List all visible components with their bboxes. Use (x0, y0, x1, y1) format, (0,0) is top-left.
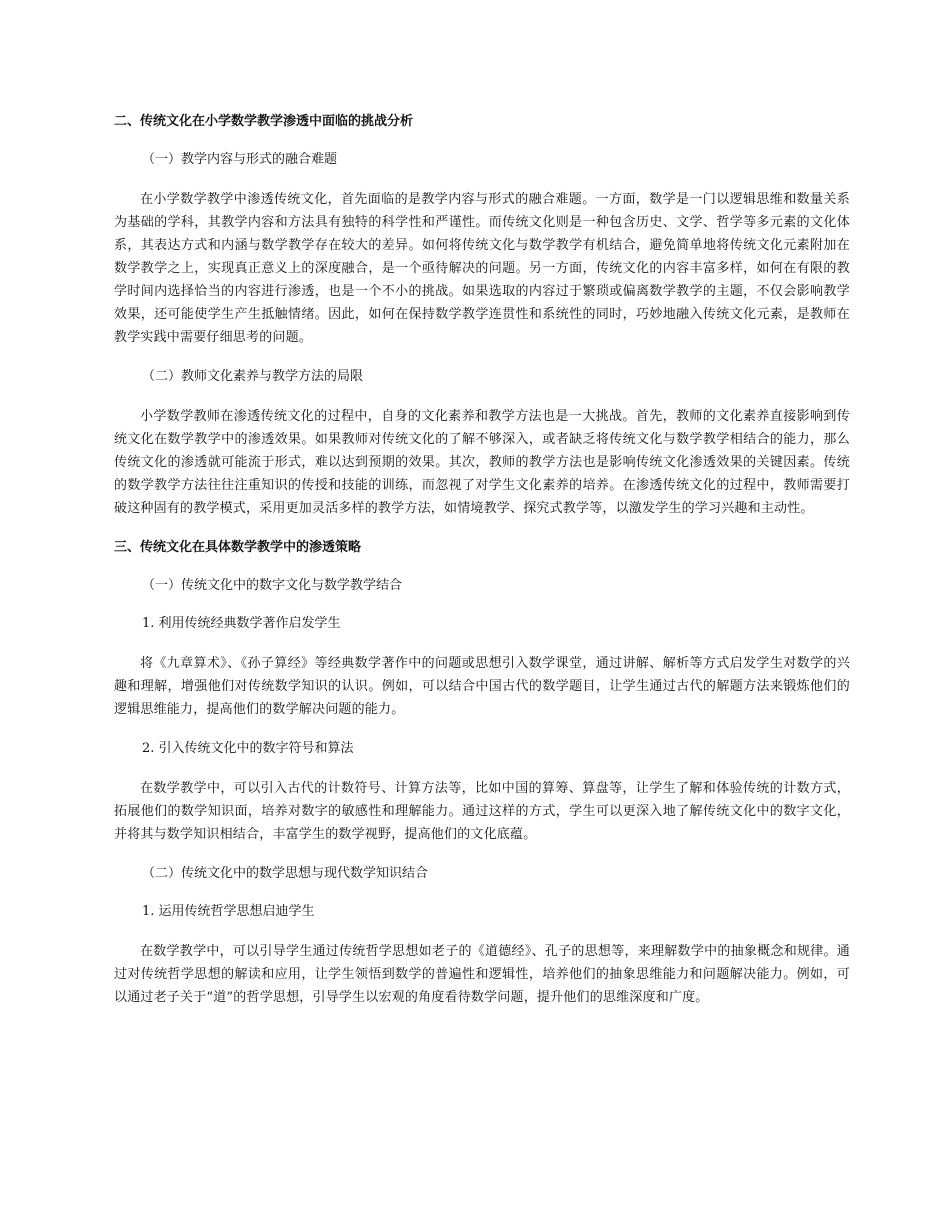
subsection-heading-3-1: （一）传统文化中的数字文化与数学教学结合 (142, 578, 403, 593)
document-page (114, 112, 850, 1027)
paragraph-3-1-2: 在数学教学中，可以引入古代的计数符号、计算方法等，比如中国的算筹、算盘等，让学生了解和体验传统的计数方式，拓展他们的数学知识面，培养对数字的敏感性和理解能力。通过这样的方式，学生可以更深入地了解传统文化中的数字文化，并将其与数学知识相结合，丰富学生的数学视野，提高他们的文化底蕴。 (114, 781, 850, 842)
section-heading-2: 二、传统文化在小学数学教学渗透中面临的挑战分析 (114, 114, 414, 129)
paragraph-2-1: 在小学数学教学中渗透传统文化，首先面临的是教学内容与形式的融合难题。一方面，数学是一门以逻辑思维和数量关系为基础的学科，其教学内容和方法具有独特的科学性和严谨性。而传统文化则是一种包含历史、文学、哲学等多元素的文化体系，其表达方式和内涵与数学教学存在较大的差异。如何将传统文化与数学教学有机结合，避免简单地将传统文化元素附加在数学教学之上，实现真正意义上的深度融合，是一个亟待解决的问题。另一方面，传统文化的内容丰富多样，如何在有限的教学时间内选择恰当的内容进行渗透，也是一个不小的挑战。如果选取的内容过于繁琐或偏离数学教学的主题，不仅会影响教学效果，还可能使学生产生抵触情绪。因此，如何在保持数学教学连贯性和系统性的同时，巧妙地融入传统文化元素，是教师在教学实践中需要仔细思考的问题。 (114, 192, 850, 345)
subsection-heading-2-1: （一）教学内容与形式的融合难题 (142, 152, 338, 167)
paragraph-3-2-1: 在数学教学中，可以引导学生通过传统哲学思想如老子的《道德经》、孔子的思想等，来理解数学中的抽象概念和规律。通过对传统哲学思想的解读和应用，让学生领悟到数学的普遍性和逻辑性，培养他们的抽象思维能力和问题解决能力。例如，可以通过老子关于“道”的哲学思想，引导学生以宏观的角度看待数学问题，提升他们的思维深度和广度。 (114, 944, 850, 1005)
item-heading-3-1-1: 1. 利用传统经典数学著作启发学生 (142, 616, 341, 631)
subsection-heading-3-2: （二）传统文化中的数学思想与现代数学知识结合 (142, 866, 429, 881)
paragraph-3-1-1: 将《九章算术》、《孙子算经》等经典数学著作中的问题或思想引入数学课堂，通过讲解、解析等方式启发学生对数学的兴趣和理解，增强他们对传统数学知识的认识。例如，可以结合中国古代的数学题目，让学生通过古代的解题方法来锻炼他们的逻辑思维能力，提高他们的数学解决问题的能力。 (114, 656, 850, 717)
section-heading-3: 三、传统文化在具体数学教学中的渗透策略 (114, 540, 362, 555)
subsection-heading-2-2: （二）教师文化素养与教学方法的局限 (142, 369, 364, 384)
item-heading-3-2-1: 1. 运用传统哲学思想启迪学生 (142, 904, 315, 919)
item-heading-3-1-2: 2. 引入传统文化中的数字符号和算法 (142, 741, 354, 756)
paragraph-2-2: 小学数学教师在渗透传统文化的过程中，自身的文化素养和教学方法也是一大挑战。首先，教师的文化素养直接影响到传统文化在数学教学中的渗透效果。如果教师对传统文化的了解不够深入，或者缺乏将传统文化与数学教学相结合的能力，那么传统文化的渗透就可能流于形式，难以达到预期的效果。其次，教师的教学方法也是影响传统文化渗透效果的关键因素。传统的数学教学方法往往注重知识的传授和技能的训练，而忽视了对学生文化素养的培养。在渗透传统文化的过程中，教师需要打破这种固有的教学模式，采用更加灵活多样的教学方法，如情境教学、探究式教学等，以激发学生的学习兴趣和主动性。 (114, 409, 850, 516)
